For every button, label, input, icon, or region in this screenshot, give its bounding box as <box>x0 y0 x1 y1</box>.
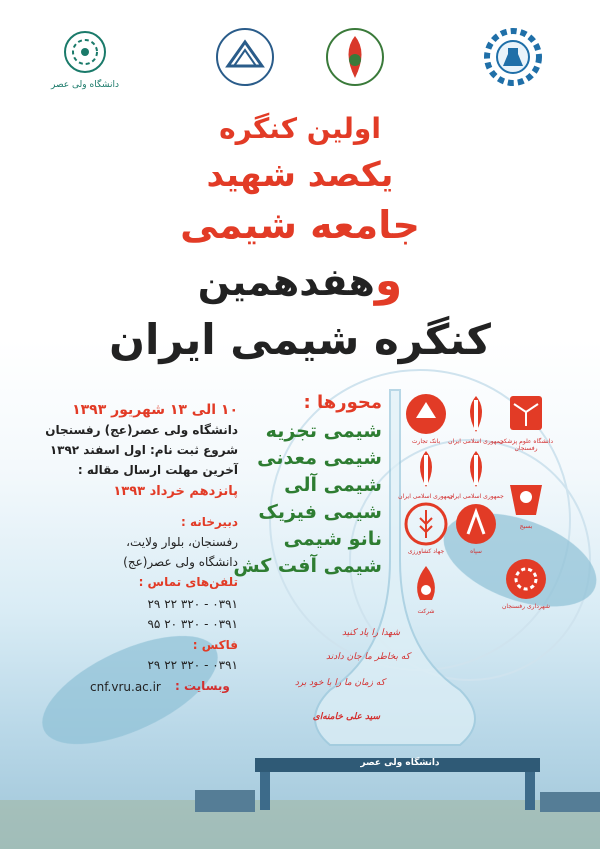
ground <box>0 800 600 849</box>
title-line-1: اولین کنگره <box>219 112 381 145</box>
topic-item: نانو شیمی <box>283 528 382 550</box>
topic-item: شیمی فیزیک <box>258 501 382 523</box>
congress-date: ۱۰ الی ۱۳ شهریور ۱۳۹۳ <box>72 402 238 418</box>
quote-line-2: که بخاطر ما جان دادند <box>326 652 410 662</box>
topics-label: محورها : <box>303 392 382 413</box>
martyr-emblem-icon <box>320 22 390 92</box>
sponsor-label: جهاد کشاورزی <box>407 548 445 555</box>
sponsor-logo-company <box>402 560 450 608</box>
phone-2: ۰۳۹۱ - ۳۲۰ ۲۰ ۹۵ <box>147 617 238 631</box>
quote-signature: سید علی خامنه‌ای <box>312 712 380 722</box>
iran-emblem-icon <box>402 445 450 493</box>
sponsor-label: جمهوری اسلامی ایران <box>398 493 454 500</box>
gear-flask-icon <box>478 22 548 92</box>
iran-emblem-icon <box>452 445 500 493</box>
fax-number: ۰۳۹۱ - ۳۲۰ ۲۲ ۲۹ <box>147 658 238 672</box>
sponsor-label: شهرداری رفسنجان <box>502 603 550 610</box>
title-line-3: جامعه شیمی <box>180 203 420 247</box>
building-sign: دانشگاه ولی عصر <box>360 758 440 768</box>
congress-venue: دانشگاه ولی عصر(عج) رفسنجان <box>45 423 238 437</box>
university-logo-caption: دانشگاه ولی عصر <box>51 80 119 90</box>
phones-label: تلفن‌های تماس : <box>138 575 238 589</box>
fax-label: فاکس : <box>192 638 238 652</box>
sponsor-label: بسیج <box>519 523 533 530</box>
sponsor-label: جمهوری اسلامی ایران <box>448 493 504 500</box>
sponsor-label: سپاه <box>470 548 482 555</box>
sponsor-logo-medical-university <box>502 390 550 438</box>
phone-1: ۰۳۹۱ - ۳۲۰ ۲۲ ۲۹ <box>147 597 238 611</box>
registration-start: شروع ثبت نام: اول اسفند ۱۳۹۲ <box>49 443 238 457</box>
building-emblem-icon <box>210 22 280 92</box>
sponsor-label: جمهوری اسلامی ایران <box>448 438 504 445</box>
topic-item: شیمی آفت کش <box>233 555 382 577</box>
sponsor-logo-guard <box>452 500 500 548</box>
second-logo <box>210 22 280 92</box>
address-line-2: دانشگاه ولی عصر(عج) <box>123 555 238 569</box>
sponsor-logo-bank <box>402 390 450 438</box>
chemistry-society-logo <box>478 22 548 92</box>
quote-line-3: که زمان ما را با خود برد <box>294 678 385 688</box>
sponsor-logo-gov-3 <box>452 445 500 493</box>
sponsor-logo-gov-1 <box>452 390 500 438</box>
third-logo <box>320 22 390 92</box>
guard-emblem-icon <box>452 500 500 548</box>
iran-emblem-icon <box>452 390 500 438</box>
basij-emblem-icon <box>502 475 550 523</box>
quote-line-1: شهدا را یاد کنید <box>341 628 400 638</box>
wheat-emblem-icon <box>402 500 450 548</box>
bank-emblem-icon <box>402 390 450 438</box>
topic-item: شیمی تجزیه <box>265 420 382 442</box>
title-line-2: یکصد شهید <box>206 155 394 195</box>
flower-emblem-icon <box>502 555 550 603</box>
sponsor-logo-gov-2 <box>402 445 450 493</box>
website-url: cnf.vru.ac.ir <box>90 680 161 694</box>
sponsor-logo-municipality <box>502 555 550 603</box>
topic-item: شیمی معدنی <box>257 447 382 469</box>
sponsor-label: شرکت <box>417 608 435 615</box>
sponsor-label: بانک تجارت <box>411 438 441 445</box>
secretariat-label: دبیرخانه : <box>181 515 238 529</box>
deadline-label: آخرین مهلت ارسال مقاله : <box>77 463 238 477</box>
sponsor-label: دانشگاه علوم پزشکی رفسنجان <box>498 438 554 452</box>
title-line-4-text: هفدهمین <box>197 260 375 304</box>
title-line-5: کنگره شیمی ایران <box>109 315 491 364</box>
flame-emblem-icon <box>402 560 450 608</box>
title-conjunction: و <box>374 255 403 306</box>
address-line-1: رفسنجان، بلوار ولایت، <box>126 535 238 549</box>
deadline-value: پانزدهم خرداد ۱۳۹۳ <box>113 484 238 499</box>
sponsor-logo-agriculture <box>402 500 450 548</box>
website-label: وبسایت : <box>175 679 230 693</box>
topic-item: شیمی آلی <box>284 474 382 496</box>
book-emblem-icon <box>502 390 550 438</box>
sponsor-logo-basij <box>502 475 550 523</box>
title-line-4 <box>0 255 600 306</box>
